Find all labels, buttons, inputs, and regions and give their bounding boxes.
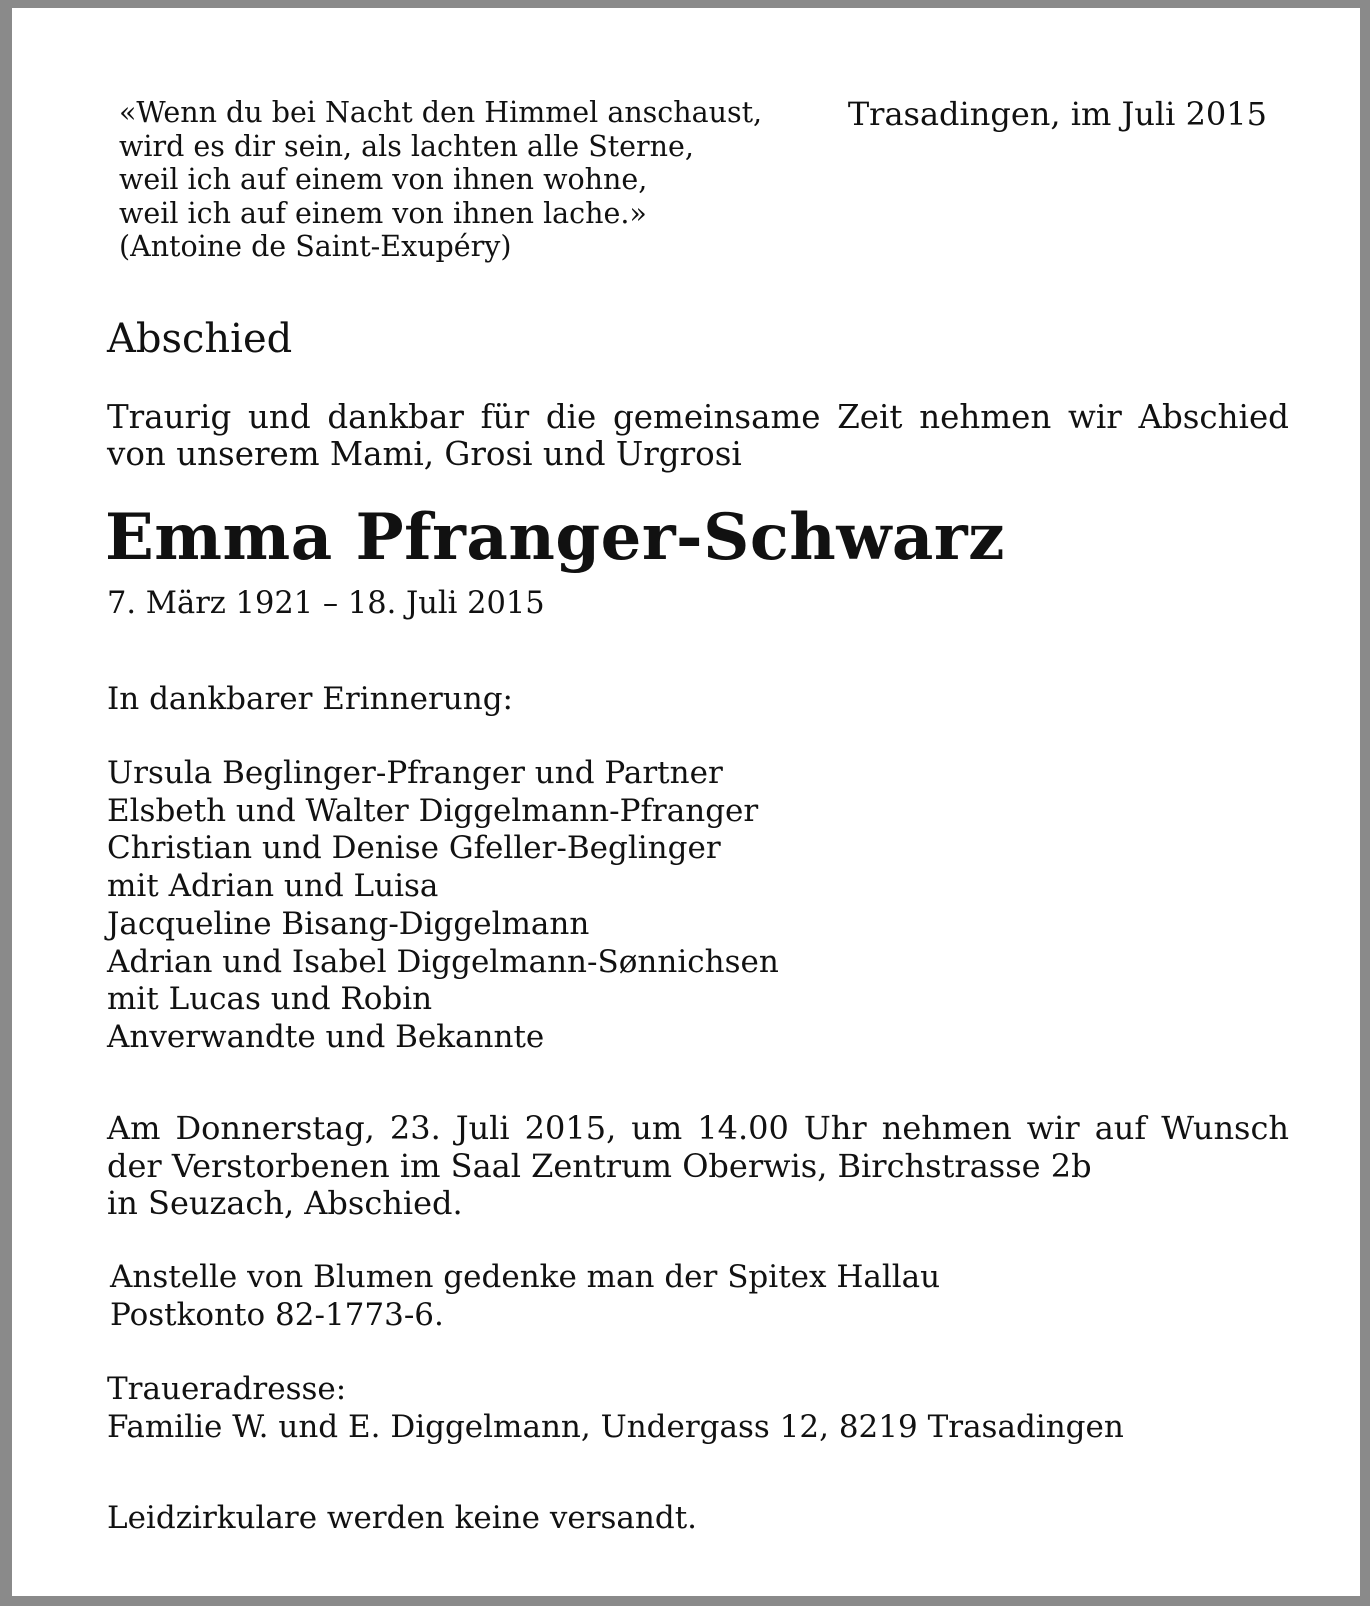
address-value: Familie W. und E. Diggelmann, Undergass 12, 8219 Trasadingen [107,1408,1124,1445]
list-item: Elsbeth und Walter Diggelmann-Pfranger [107,792,759,829]
list-item: mit Lucas und Robin [107,981,433,1018]
donation-line: Anstelle von Blumen gedenke man der Spitex Hallau [110,1259,941,1295]
ceremony-info [107,1110,1289,1223]
ceremony-line: der Verstorbenen im Saal Zentrum Oberwis, Birchstrasse 2b [107,1146,1092,1185]
donation-account: Postkonto 82-1773-6. [110,1296,444,1333]
list-item: Adrian und Isabel Diggelmann-Sønnichsen [107,943,779,980]
quote-line: weil ich auf einem von ihnen lache.» [119,196,647,230]
quote-line: «Wenn du bei Nacht den Himmel anschaust, [119,96,763,129]
memory-label: In dankbarer Erinnerung: [107,681,513,717]
intro-text [107,399,1289,473]
place-date: Trasadingen, im Juli 2015 [847,95,1267,133]
ceremony-line: in Seuzach, Abschied. [107,1184,463,1222]
intro-line: von unserem Mami, Grosi und Urgrosi [107,435,742,473]
list-item: Ursula Beglinger-Pfranger und Partner [107,755,723,791]
quote-line: weil ich auf einem von ihnen wohne, [119,163,648,196]
quote-line: wird es dir sein, als lachten alle Sterne, [119,129,694,163]
section-heading: Abschied [107,316,293,362]
circular-notice: Leidzirkulare werden keine versandt. [107,1500,698,1536]
life-dates: 7. März 1921 – 18. Juli 2015 [107,586,545,621]
intro-line: Traurig und dankbar für die gemeinsame Zeit nehmen wir Abschied [107,398,1289,436]
mourners-list [107,755,779,1057]
quote-block [119,96,819,264]
ceremony-line: Am Donnerstag, 23. Juli 2015, um 14.00 Uhr nehmen wir auf Wunsch [107,1109,1289,1147]
list-item: Jacqueline Bisang-Diggelmann [107,905,590,942]
address-label: Traueradresse: [107,1371,347,1407]
mourning-address [107,1371,1124,1446]
list-item: Anverwandte und Bekannte [107,1018,545,1055]
donation-info [110,1259,940,1334]
list-item: mit Adrian und Luisa [107,868,439,905]
deceased-name: Emma Pfranger-Schwarz [105,500,1005,575]
quote-author: (Antoine de Saint-Exupéry) [119,230,512,263]
list-item: Christian und Denise Gfeller-Beglinger [107,830,721,867]
